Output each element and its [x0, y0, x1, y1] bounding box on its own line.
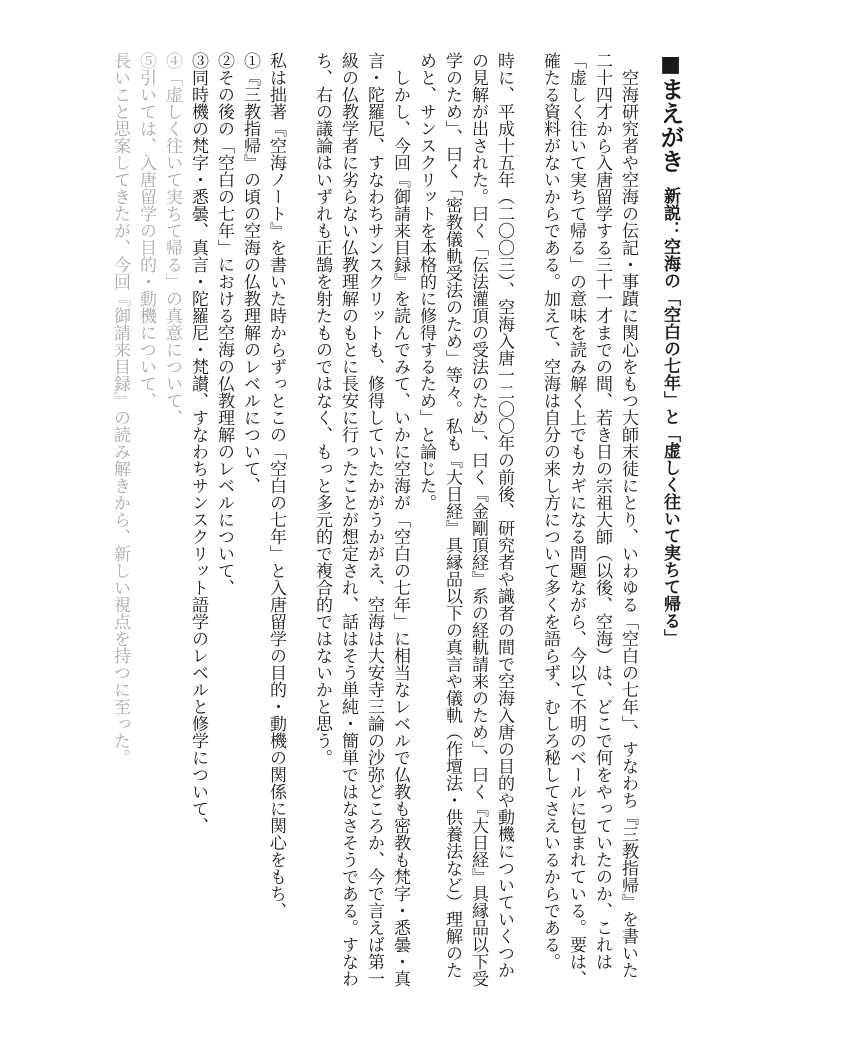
- heading-subtitle: 新説：空海の「空白の七年」と「虚しく往いて実ちて帰る」: [660, 187, 680, 646]
- list-item-5: ⑤引いては、入唐留学の目的・動機について、: [136, 52, 156, 409]
- list-item-4: ④「虚しく往いて実ちて帰る」の真意について、: [162, 52, 182, 426]
- paragraph-gap: [289, 52, 309, 992]
- list-item-1: ①『三教指帰』の頃の空海の仏教理解のレベルについて、: [240, 52, 260, 494]
- paragraph-3: しかし、今回『御請来目録』を読んでみて、いかに空海が「空白の七年」に相当なレベルで仏教も密教も梵字・悉曇・真言・陀羅尼、すなわちサンスクリットも、修得していたかがうかがえ、空海は大安寺三論の沙弥どころか、今で言えば第一級の仏教学者に劣らない仏教理解のもとに長安に行ったことが想定され、話はそう単純・簡単ではなさそうである。すなわち、右の議論はいずれも正鵠を射たものではなく、もっと多元的で複合的ではないかと思う。: [312, 52, 410, 987]
- vertical-text-body: [107, 52, 685, 992]
- intro-paragraph: 私は拙著『空海ノート』を書いた時からずっとこの「空白の七年」と入唐留学の目的・動機の関係に関心をもち、: [266, 52, 286, 919]
- paragraph-gap: [517, 52, 537, 992]
- heading-title: まえがき: [656, 77, 684, 173]
- list-item-3: ③同時機の梵字・悉曇、真言・陀羅尼・梵讃、すなわちサンスクリット語学のレベルと修学について、: [188, 52, 208, 834]
- section-heading: [655, 52, 685, 992]
- list-item-2: ②その後の「空白の七年」における空海の仏教理解のレベルについて、: [214, 52, 234, 596]
- square-marker-icon: ■: [658, 52, 683, 77]
- paragraph-1: 空海研究者や空海の伝記・事蹟に関心をもつ大師末徒にとり、いわゆる「空白の七年」、すなわち『三教指帰』を書いた二十四才から入唐留学する三十一才までの間、若き日の宗祖大師（以後、空海）は、どこで何をやっていたのか、これは「虚しく往いて実ちて帰る」の意味を読み解く上でもカギになる問題ながら、今以て不明のベールに包まれている。要は、確たる資料がないからである。加えて、空海は自分の来し方について多くを語らず、むしろ秘してさえいるからである。: [540, 52, 638, 987]
- closing-paragraph: 長いこと思案してきたが、今回『御請来目録』の読み解きから、新しい視点を持つに至った。: [110, 52, 130, 766]
- paragraph-2: 時に、平成十五年（二〇〇三）、空海入唐一二〇〇年の前後、研究者や識者の間で空海入唐の目的や動機についていくつかの見解が出された。曰く「伝法灌頂の受法のため」、曰く『金剛頂経』系の経軌請来のため」、曰く『大日経』具縁品以下受学のため」、曰く「密教儀軌受法のため」等々。私も『大日経』具縁品以下の真言や儀軌（作壇法・供養法など）理解のためと、サンスクリットを本格的に修得するため」と論じた。: [416, 52, 514, 987]
